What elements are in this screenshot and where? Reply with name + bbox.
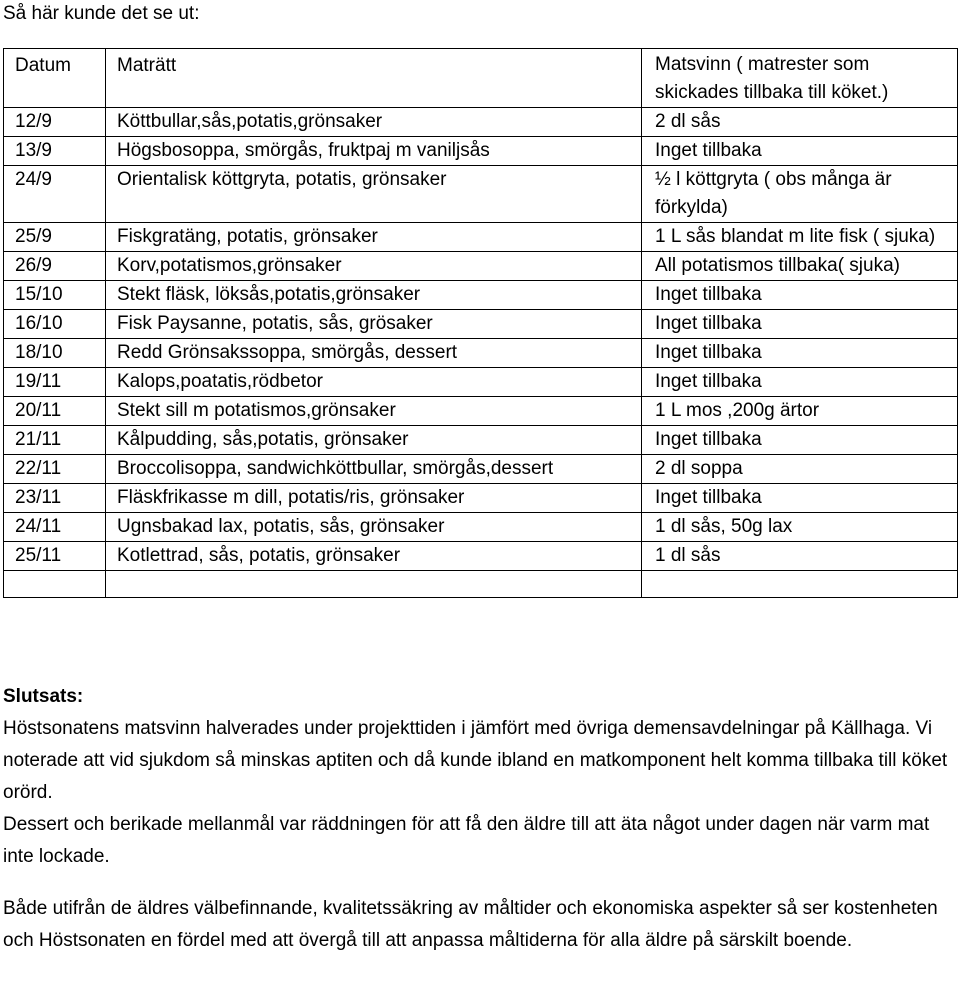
table-row <box>4 252 958 281</box>
cell-waste: Inget tillbaka <box>642 137 958 166</box>
header-date: Datum <box>4 49 106 108</box>
meal-waste-table <box>3 48 958 598</box>
table-row <box>4 484 958 513</box>
cell-date: 13/9 <box>4 137 106 166</box>
cell-date <box>4 571 106 598</box>
cell-date: 12/9 <box>4 108 106 137</box>
cell-dish: Kalops,poatatis,rödbetor <box>106 368 642 397</box>
cell-dish: Redd Grönsakssoppa, smörgås, dessert <box>106 339 642 368</box>
cell-dish: Korv,potatismos,grönsaker <box>106 252 642 281</box>
cell-date: 16/10 <box>4 310 106 339</box>
cell-date: 21/11 <box>4 426 106 455</box>
cell-waste: 1 dl sås <box>642 542 958 571</box>
cell-dish: Fläskfrikasse m dill, potatis/ris, grönsaker <box>106 484 642 513</box>
cell-date: 25/11 <box>4 542 106 571</box>
cell-dish: Fisk Paysanne, potatis, sås, grösaker <box>106 310 642 339</box>
header-waste: Matsvinn ( matrester som skickades tillbaka till köket.) <box>642 49 958 108</box>
cell-waste: Inget tillbaka <box>642 426 958 455</box>
cell-date: 25/9 <box>4 223 106 252</box>
table-row <box>4 368 958 397</box>
cell-waste: 2 dl soppa <box>642 455 958 484</box>
cell-waste: Inget tillbaka <box>642 368 958 397</box>
cell-waste: 1 dl sås, 50g lax <box>642 513 958 542</box>
cell-waste: 1 L sås blandat m lite fisk ( sjuka) <box>642 223 958 252</box>
table-row <box>4 281 958 310</box>
cell-date: 24/11 <box>4 513 106 542</box>
cell-dish: Kålpudding, sås,potatis, grönsaker <box>106 426 642 455</box>
table-row <box>4 137 958 166</box>
table-row <box>4 166 958 223</box>
conclusion-section <box>3 681 955 957</box>
intro-text: Så här kunde det se ut: <box>3 3 200 24</box>
cell-dish: Stekt fläsk, löksås,potatis,grönsaker <box>106 281 642 310</box>
table-row <box>4 108 958 137</box>
cell-date: 26/9 <box>4 252 106 281</box>
table-row <box>4 513 958 542</box>
cell-waste: Inget tillbaka <box>642 484 958 513</box>
table-row <box>4 542 958 571</box>
conclusion-paragraph-1: Höstsonatens matsvinn halverades under projekttiden i jämfört med övriga demensavdelningar på Källhaga. Vi noterade att vid sjukdom så minskas aptiten och då kunde ibland en matkomponent helt komma tillbaka till köket orörd. <box>3 718 948 803</box>
cell-dish: Stekt sill m potatismos,grönsaker <box>106 397 642 426</box>
table-row <box>4 339 958 368</box>
cell-waste <box>642 571 958 598</box>
cell-waste: Inget tillbaka <box>642 310 958 339</box>
table-header-row <box>4 49 958 108</box>
cell-dish: Köttbullar,sås,potatis,grönsaker <box>106 108 642 137</box>
table-row <box>4 310 958 339</box>
conclusion-heading: Slutsats: <box>3 686 84 707</box>
cell-waste: All potatismos tillbaka( sjuka) <box>642 252 958 281</box>
cell-dish: Fiskgratäng, potatis, grönsaker <box>106 223 642 252</box>
table-row <box>4 397 958 426</box>
table-row <box>4 571 958 598</box>
header-dish: Maträtt <box>106 49 642 108</box>
table-row <box>4 426 958 455</box>
cell-date: 22/11 <box>4 455 106 484</box>
cell-date: 20/11 <box>4 397 106 426</box>
cell-dish: Orientalisk köttgryta, potatis, grönsaker <box>106 166 642 223</box>
table-row <box>4 455 958 484</box>
cell-date: 15/10 <box>4 281 106 310</box>
cell-date: 24/9 <box>4 166 106 223</box>
cell-waste: 1 L mos ,200g ärtor <box>642 397 958 426</box>
cell-date: 18/10 <box>4 339 106 368</box>
cell-waste: ½ l köttgryta ( obs många är förkylda) <box>642 166 958 223</box>
table-row <box>4 223 958 252</box>
conclusion-paragraph-3: Både utifrån de äldres välbefinnande, kvalitetssäkring av måltider och ekonomiska aspekter så ser kostenheten och Höstsonaten en fördel med att övergå till att anpassa måltiderna för alla äldre på särskilt boende. <box>3 898 938 951</box>
cell-dish <box>106 571 642 598</box>
cell-dish: Högsbosoppa, smörgås, fruktpaj m vaniljsås <box>106 137 642 166</box>
cell-waste: Inget tillbaka <box>642 339 958 368</box>
cell-date: 19/11 <box>4 368 106 397</box>
cell-date: 23/11 <box>4 484 106 513</box>
cell-waste: 2 dl sås <box>642 108 958 137</box>
cell-dish: Kotlettrad, sås, potatis, grönsaker <box>106 542 642 571</box>
cell-waste: Inget tillbaka <box>642 281 958 310</box>
conclusion-paragraph-2: Dessert och berikade mellanmål var räddningen för att få den äldre till att äta något under dagen när varm mat inte lockade. <box>3 814 930 867</box>
cell-dish: Broccolisoppa, sandwichköttbullar, smörgås,dessert <box>106 455 642 484</box>
cell-dish: Ugnsbakad lax, potatis, sås, grönsaker <box>106 513 642 542</box>
